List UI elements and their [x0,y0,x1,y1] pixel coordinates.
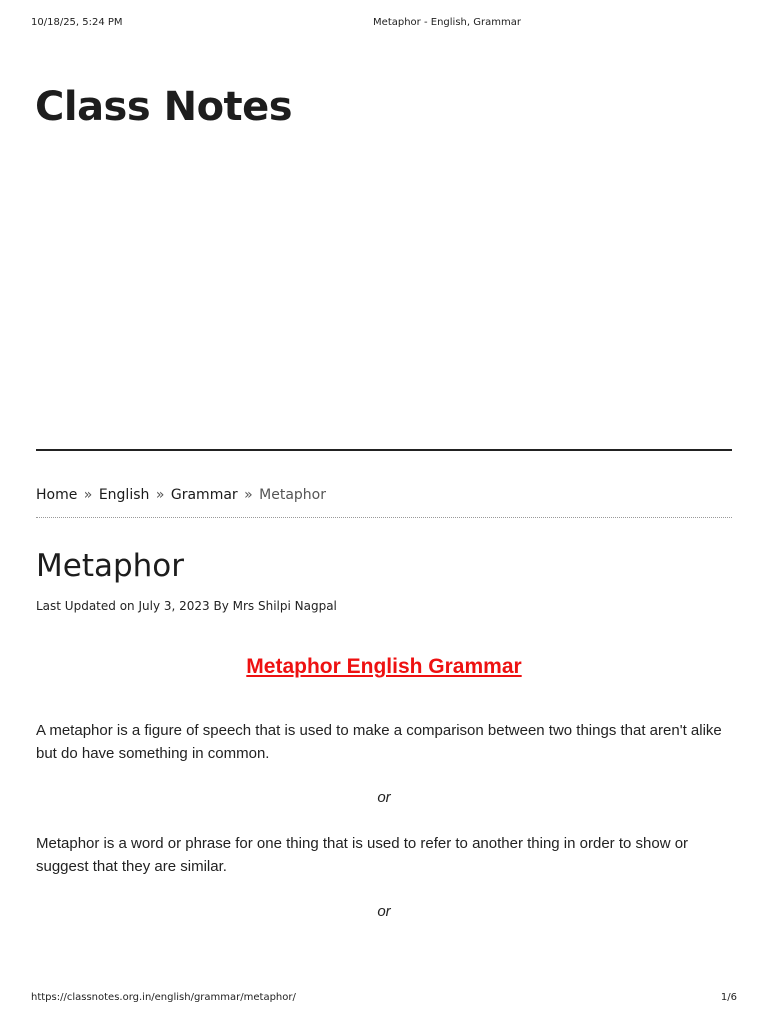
article-meta: Last Updated on July 3, 2023 By Mrs Shilpi Nagpal [36,599,337,613]
site-title[interactable]: Class Notes [35,84,293,130]
breadcrumb-separator: » [83,487,93,503]
print-datetime: 10/18/25, 5:24 PM [31,17,123,28]
section-heading-link[interactable]: Metaphor English Grammar [246,655,522,678]
breadcrumb-separator: » [244,487,253,503]
breadcrumb-divider [36,517,732,518]
or-separator: or [377,903,391,920]
breadcrumb-separator: » [155,487,165,503]
breadcrumb-home-link[interactable]: Home [36,487,78,503]
breadcrumb [36,487,326,503]
breadcrumb-current: Metaphor [259,487,326,503]
paragraph-definition-2: Metaphor is a word or phrase for one thing that is used to refer to another thing in order to show or suggest that they are similar. [36,835,689,875]
section-heading [0,655,768,679]
print-url: https://classnotes.org.in/english/grammar/metaphor/ [31,992,296,1003]
print-page-number: 1/6 [720,992,737,1003]
breadcrumb-english-link[interactable]: English [98,487,150,503]
page-title: Metaphor [36,548,185,584]
breadcrumb-grammar-link[interactable]: Grammar [170,487,238,503]
header-divider [36,449,732,451]
print-doc-title: Metaphor - English, Grammar [373,17,521,28]
or-separator: or [377,789,391,806]
paragraph-definition-1: A metaphor is a figure of speech that is used to make a comparison between two things that aren't alike but do have something in common. [36,722,722,762]
